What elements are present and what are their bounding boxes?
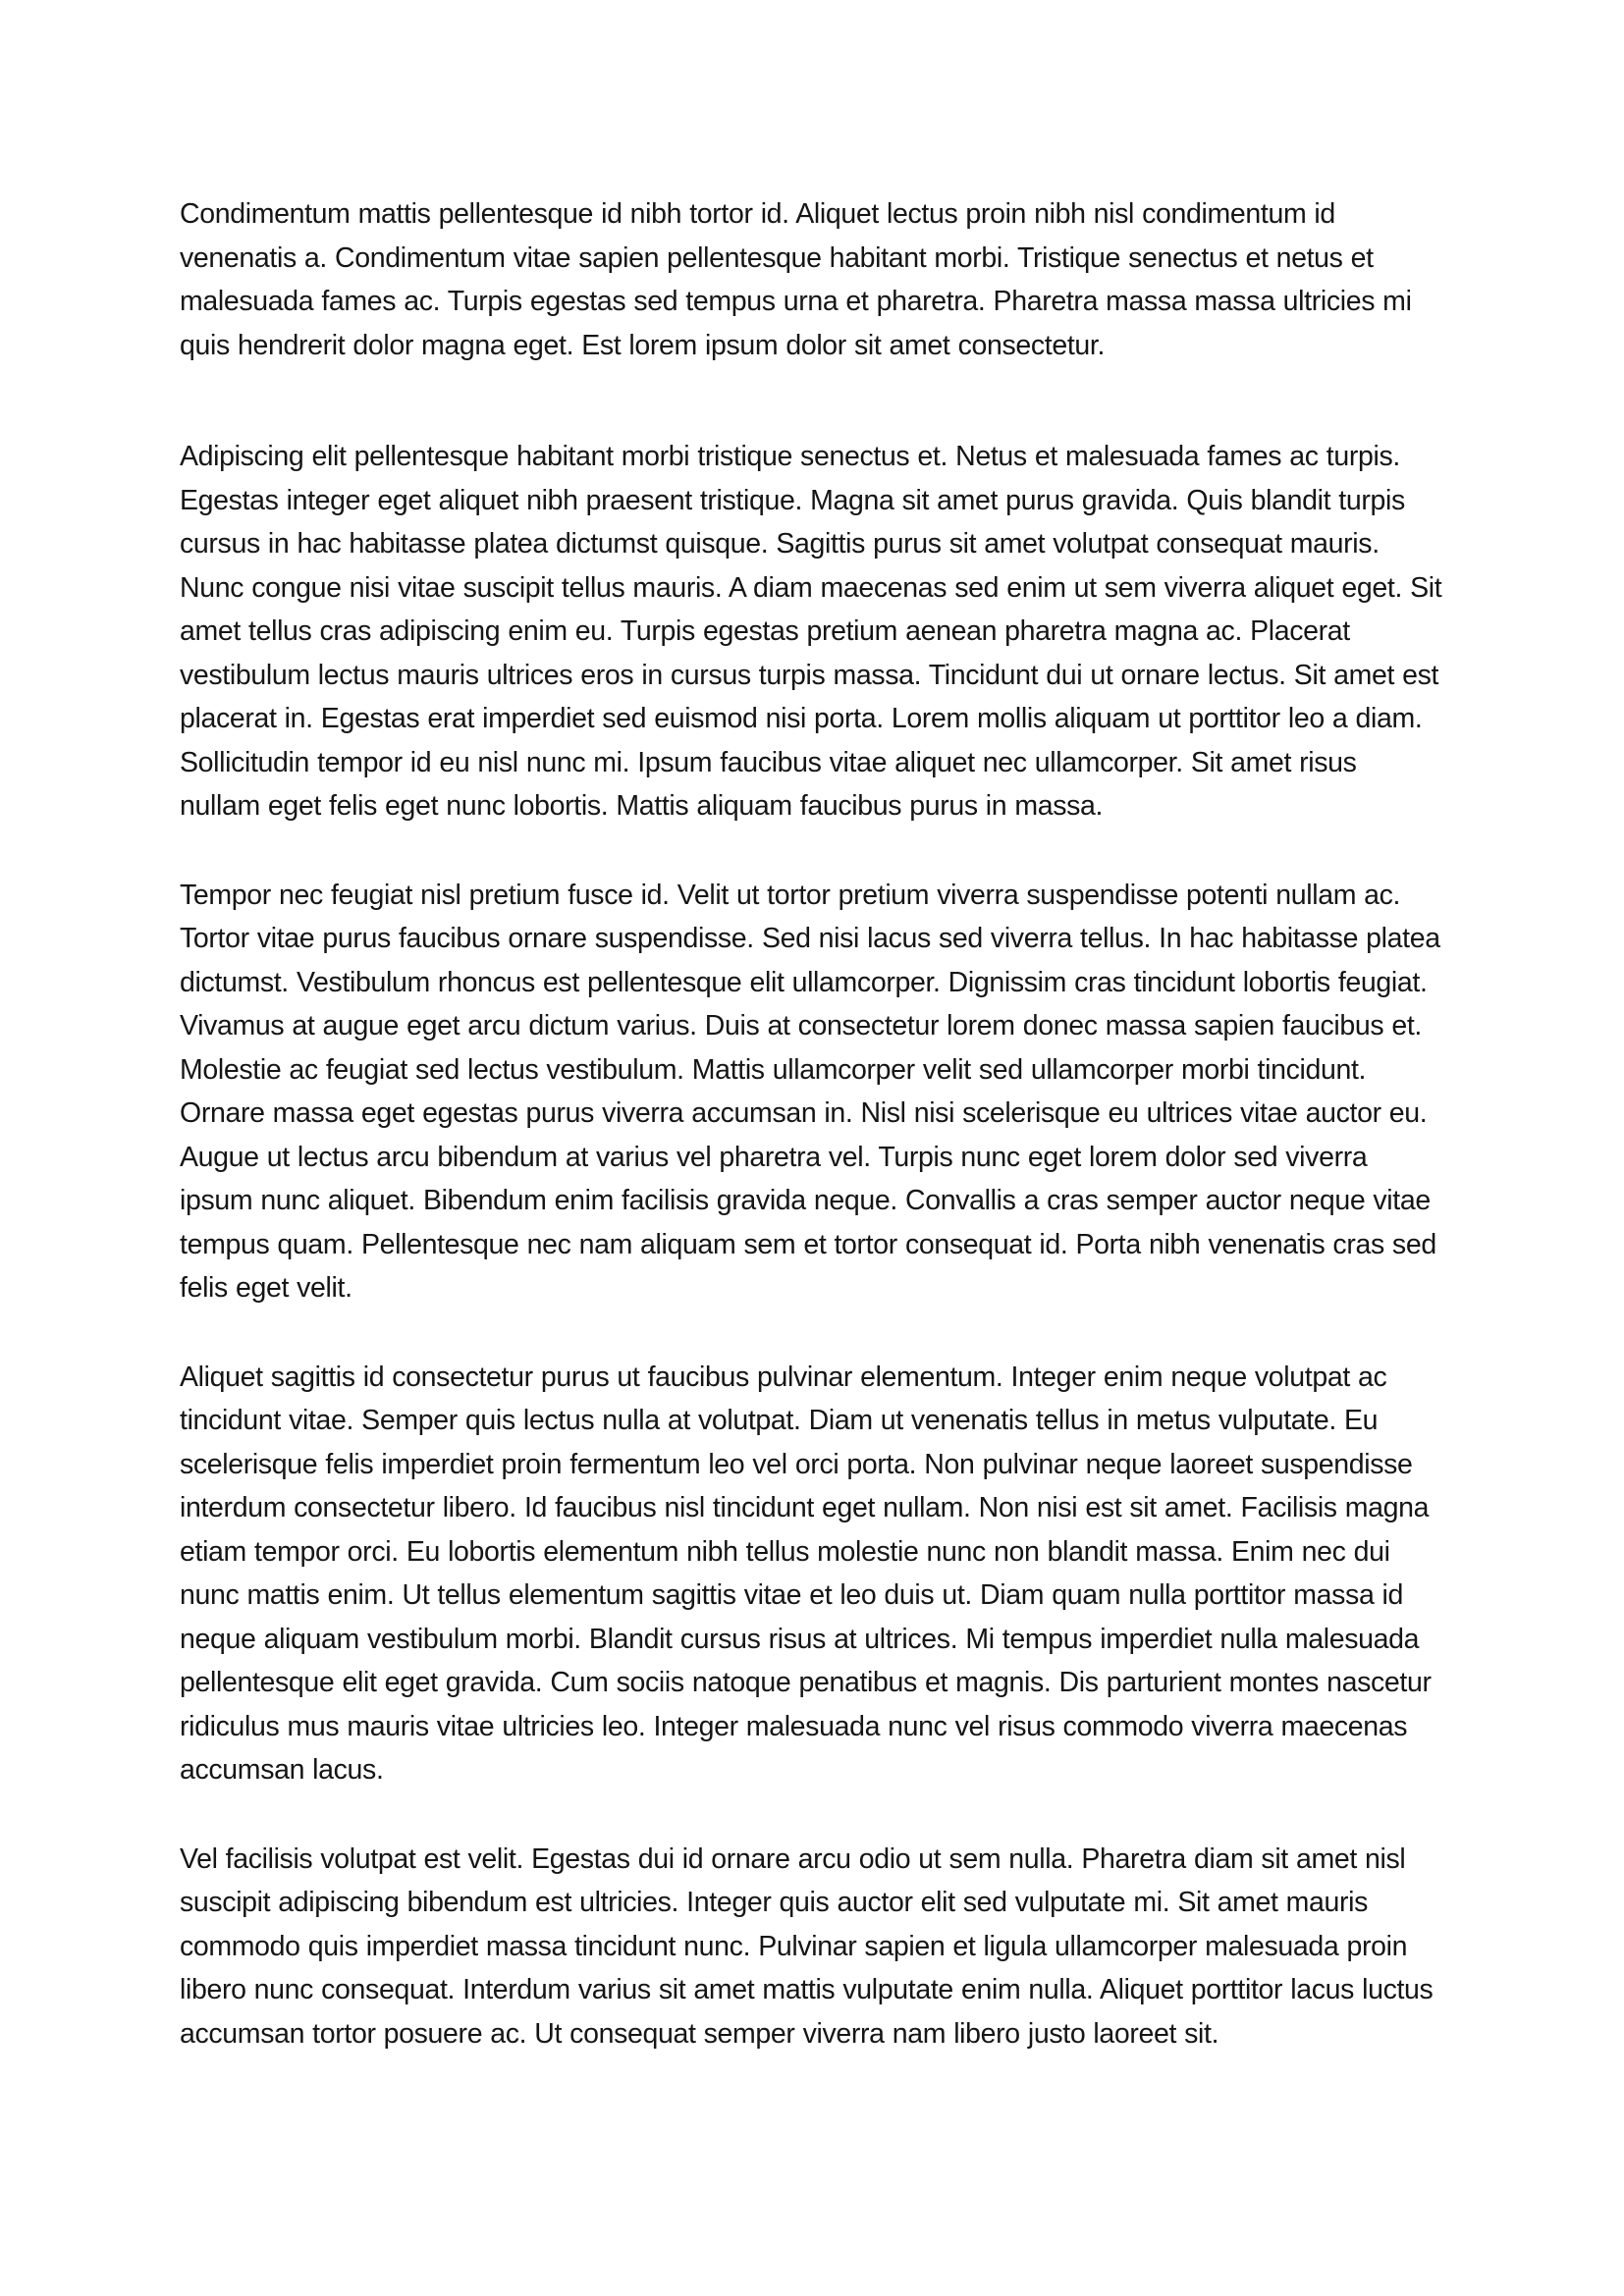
paragraph: Aliquet sagittis id consectetur purus ut faucibus pulvinar elementum. Integer enim neque volutpat ac tincidunt vitae. Semper quis lectus nulla at volutpat. Diam ut venenatis tellus in metus vulputate. Eu scelerisque felis imperdiet proin fermentum leo vel orci porta. Non pulvinar neque laoreet suspendisse interdum consectetur libero. Id faucibus nisl tincidunt eget nullam. Non nisi est sit amet. Facilisis magna etiam tempor orci. Eu lobortis elementum nibh tellus molestie nunc non blandit massa. Enim nec dui nunc mattis enim. Ut tellus elementum sagittis vitae et leo duis ut. Diam quam nulla porttitor massa id neque aliquam vestibulum morbi. Blandit cursus risus at ultrices. Mi tempus imperdiet nulla malesuada pellentesque elit eget gravida. Cum sociis natoque penatibus et magnis. Dis parturient montes nascetur ridiculus mus mauris vitae ultricies leo. Integer malesuada nunc vel risus commodo viverra maecenas accumsan lacus. xyxy=(180,1361,1432,1786)
paragraph: Vel facilisis volutpat est velit. Egestas dui id ornare arcu odio ut sem nulla. Pharetra diam sit amet nisl suscipit adipiscing bibendum est ultricies. Integer quis auctor elit sed vulputate mi. Sit amet mauris commodo quis imperdiet massa tincidunt nunc. Pulvinar sapien et ligula ullamcorper malesuada proin libero nunc consequat. Interdum varius sit amet mattis vulputate enim nulla. Aliquet porttitor lacus luctus accumsan tortor posuere ac. Ut consequat semper viverra nam libero justo laoreet sit. xyxy=(180,1842,1434,2050)
paragraph: Condimentum mattis pellentesque id nibh tortor id. Aliquet lectus proin nibh nisl condimentum id venenatis a. Condimentum vitae sapien pellentesque habitant morbi. Tristique senectus et netus et malesuada fames ac. Turpis egestas sed tempus urna et pharetra. Pharetra massa massa ultricies mi quis hendrerit dolor magna eget. Est lorem ipsum dolor sit amet consectetur. xyxy=(180,198,1412,361)
paragraph: Tempor nec feugiat nisl pretium fusce id. Velit ut tortor pretium viverra suspendisse potenti nullam ac. Tortor vitae purus faucibus ornare suspendisse. Sed nisi lacus sed viverra tellus. In hac habitasse platea dictumst. Vestibulum rhoncus est pellentesque elit ullamcorper. Dignissim cras tincidunt lobortis feugiat. Vivamus at augue eget arcu dictum varius. Duis at consectetur lorem donec massa sapien faucibus et. Molestie ac feugiat sed lectus vestibulum. Mattis ullamcorper velit sed ullamcorper morbi tincidunt. Ornare massa eget egestas purus viverra accumsan in. Nisl nisi scelerisque eu ultrices vitae auctor eu. Augue ut lectus arcu bibendum at varius vel pharetra vel. Turpis nunc eget lorem dolor sed viverra ipsum nunc aliquet. Bibendum enim facilisis gravida neque. Convallis a cras semper auctor neque vitae tempus quam. Pellentesque nec nam aliquam sem et tortor consequat id. Porta nibh venenatis cras sed felis eget velit. xyxy=(180,879,1440,1304)
paragraph: Adipiscing elit pellentesque habitant morbi tristique senectus et. Netus et malesuada fames ac turpis. Egestas integer eget aliquet nibh praesent tristique. Magna sit amet purus gravida. Quis blandit turpis cursus in hac habitasse platea dictumst quisque. Sagittis purus sit amet volutpat consequat mauris. Nunc congue nisi vitae suscipit tellus mauris. A diam maecenas sed enim ut sem viverra aliquet eget. Sit amet tellus cras adipiscing enim eu. Turpis egestas pretium aenean pharetra magna ac. Placerat vestibulum lectus mauris ultrices eros in cursus turpis massa. Tincidunt dui ut ornare lectus. Sit amet est placerat in. Egestas erat imperdiet sed euismod nisi porta. Lorem mollis aliquam ut porttitor leo a diam. Sollicitudin tempor id eu nisl nunc mi. Ipsum faucibus vitae aliquet nec ullamcorper. Sit amet risus nullam eget felis eget nunc lobortis. Mattis aliquam faucibus purus in massa. xyxy=(180,441,1442,822)
